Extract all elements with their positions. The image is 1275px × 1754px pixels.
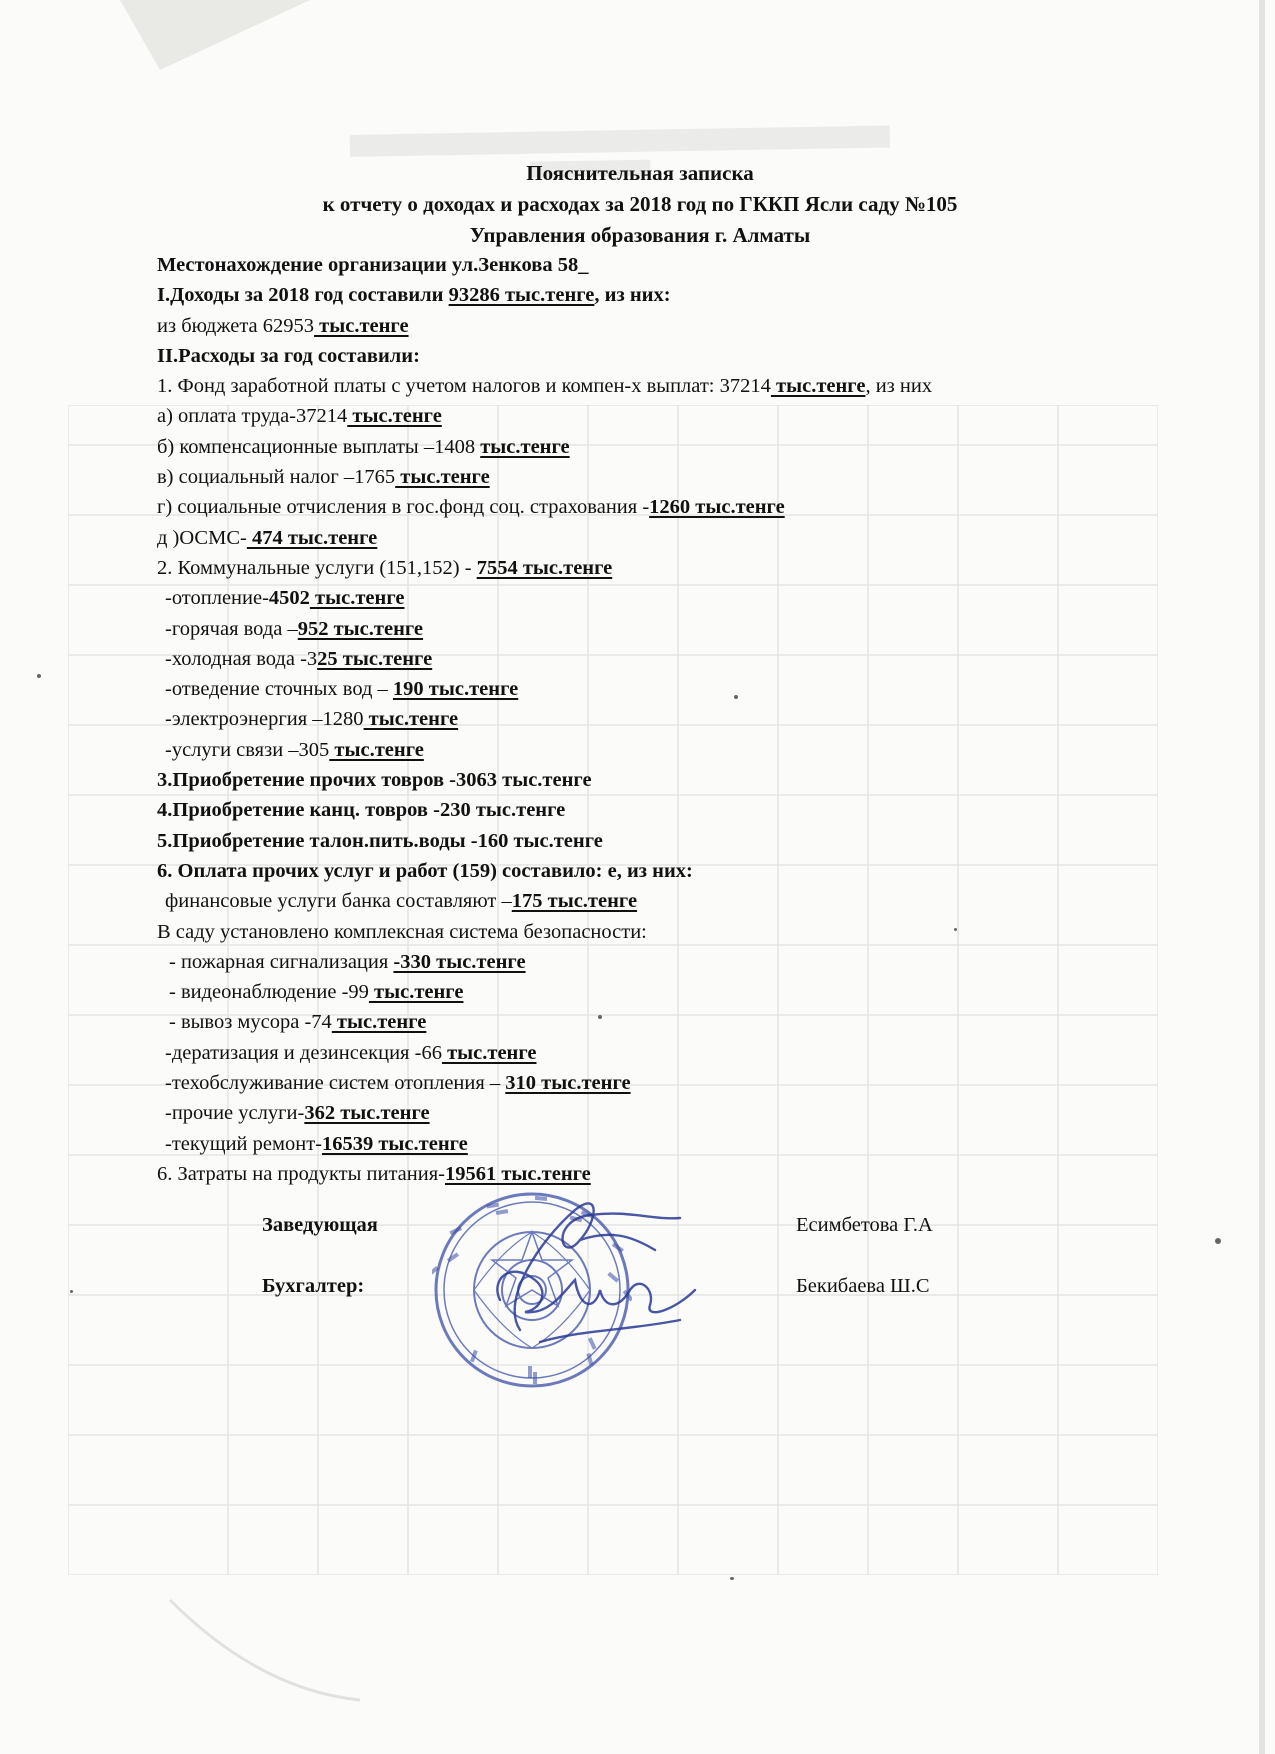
amount-text: тыс.тенге	[329, 738, 424, 761]
line-text: Местонахождение организации ул.Зенкова 58_	[157, 254, 589, 276]
line-text: -холодная вода -3	[165, 647, 318, 670]
amount-text: 93286 тыс.тенге	[448, 284, 595, 307]
amount-text: тыс.тенге	[480, 435, 570, 458]
amount-text: 362 тыс.тенге	[304, 1102, 430, 1125]
signature-block	[262, 1214, 1002, 1334]
amount-text: -330 тыс.тенге	[393, 950, 526, 973]
amount-text: 952 тыс.тенге	[297, 617, 424, 640]
report-line	[157, 583, 1157, 613]
document-header	[150, 158, 1130, 251]
line-text: б) компенсационные выплаты –1408	[157, 435, 481, 458]
report-line	[157, 826, 1157, 856]
amount-text: тыс.тенге	[309, 587, 405, 610]
report-line	[157, 856, 1157, 886]
amount-text: 25 тыс.тенге	[317, 647, 433, 670]
line-text: а) оплата труда-37214	[157, 405, 348, 428]
amount-text: 474 тыс.тенге	[246, 526, 378, 549]
report-line	[157, 401, 1157, 431]
line-text: -услуги связи –305	[165, 738, 330, 761]
line-text: -техобслуживание систем отопления –	[165, 1072, 506, 1095]
report-line	[157, 371, 1157, 401]
line-text: -отопление-	[165, 587, 269, 610]
scan-speck	[734, 695, 738, 699]
report-line	[157, 250, 1157, 280]
line-text: -электроэнергия –1280	[165, 708, 364, 731]
line-text: , из них	[865, 375, 933, 398]
report-line	[157, 553, 1157, 583]
line-text: -текущий ремонт-	[165, 1132, 322, 1155]
line-text: - видеонаблюдение -99	[169, 981, 369, 1004]
scan-speck	[37, 674, 41, 678]
line-text: -отведение сточных вод –	[165, 678, 393, 701]
line-text: д )ОСМС-	[157, 526, 247, 549]
head-label: Заведующая	[262, 1214, 378, 1236]
line-text: 3.Приобретение прочих товров -3063 тыс.тенге	[157, 769, 592, 792]
accountant-name: Бекибаева Ш.С	[796, 1275, 930, 1297]
report-line	[157, 977, 1157, 1007]
amount-text: 16539 тыс.тенге	[321, 1132, 468, 1155]
amount-text: 19561 тыс.тенге	[444, 1162, 591, 1185]
line-text: 1. Фонд заработной платы с учетом налогов и компен-х выплат: 37214	[157, 375, 771, 398]
amount-text: 175 тыс.тенге	[511, 890, 638, 913]
scan-speck	[70, 1290, 73, 1293]
report-line	[157, 674, 1157, 704]
head-name: Есимбетова Г.А	[796, 1214, 933, 1236]
line-text: I.Доходы за 2018 год составили	[157, 284, 449, 307]
report-line	[157, 795, 1157, 825]
scan-speck	[954, 928, 957, 931]
amount-text: 7554 тыс.тенге	[476, 556, 613, 579]
line-text: -горячая вода –	[165, 617, 298, 640]
line-text: В саду установлено комплексная система безопасности:	[157, 920, 647, 943]
report-line	[157, 523, 1157, 553]
line-text: 6. Оплата прочих услуг и работ (159) составило: е, из них:	[157, 859, 693, 882]
report-line	[157, 311, 1157, 341]
report-line	[157, 1098, 1157, 1128]
line-text: , из них:	[594, 284, 671, 307]
report-line	[157, 644, 1157, 674]
amount-text: тыс.тенге	[363, 708, 459, 731]
report-line	[157, 1129, 1157, 1159]
report-line	[157, 765, 1157, 795]
report-line	[157, 947, 1157, 977]
scan-speck	[598, 1015, 602, 1019]
amount-text: тыс.тенге	[368, 981, 464, 1004]
report-line	[157, 432, 1157, 462]
line-text: финансовые услуги банка составляют –	[165, 890, 512, 913]
document-body	[157, 250, 1157, 1189]
report-line	[157, 704, 1157, 734]
scan-speck	[730, 1577, 734, 1580]
amount-text: тыс.тенге	[441, 1041, 537, 1064]
report-line	[157, 917, 1157, 947]
report-line	[157, 614, 1157, 644]
line-text: 4.Приобретение канц. товров -230 тыс.тенге	[157, 799, 566, 822]
amount-text: тыс.тенге	[395, 466, 490, 489]
line-text: 6. Затраты на продукты питания-	[157, 1162, 445, 1185]
amount-text: тыс.тенге	[314, 314, 409, 337]
report-line	[157, 1038, 1157, 1068]
line-text: -дератизация и дезинсекция -66	[165, 1041, 442, 1064]
report-line	[157, 341, 1157, 371]
scan-speck	[1215, 1238, 1221, 1244]
report-line	[157, 492, 1157, 522]
line-text: г) социальные отчисления в гос.фонд соц. страхования -	[157, 496, 650, 519]
accountant-label: Бухгалтер:	[262, 1275, 365, 1297]
report-line	[157, 1068, 1157, 1098]
amount-text: 310 тыс.тенге	[505, 1072, 631, 1095]
line-text: - вывоз мусора -74	[169, 1011, 332, 1034]
report-line	[157, 462, 1157, 492]
amount-text: тыс.тенге	[331, 1011, 427, 1034]
line-text: в) социальный налог –1765	[157, 466, 396, 489]
document-subtitle: к отчету о доходах и расходах за 2018 год по ГККП Ясли саду №105	[322, 192, 958, 216]
line-text: - пожарная сигнализация	[169, 950, 394, 973]
amount-text: 1260 тыс.тенге	[649, 496, 785, 519]
report-line	[157, 735, 1157, 765]
document-department: Управления образования г. Алматы	[469, 223, 811, 247]
document-title: Пояснительная записка	[526, 161, 754, 185]
amount-text: тыс.тенге	[347, 405, 442, 428]
report-line	[157, 280, 1157, 310]
line-text: из бюджета 62953	[157, 314, 315, 337]
line-text: II.Расходы за год составили:	[157, 344, 420, 367]
line-text: 2. Коммунальные услуги (151,152) -	[157, 556, 477, 579]
line-text: 5.Приобретение талон.пить.воды -160 тыс.тенге	[157, 829, 603, 852]
line-text: -прочие услуги-	[165, 1102, 305, 1125]
amount-text: тыс.тенге	[770, 375, 866, 398]
amount-text: 190 тыс.тенге	[392, 678, 519, 701]
line-text: 4502	[268, 587, 310, 610]
report-line	[157, 1007, 1157, 1037]
report-line	[157, 886, 1157, 916]
